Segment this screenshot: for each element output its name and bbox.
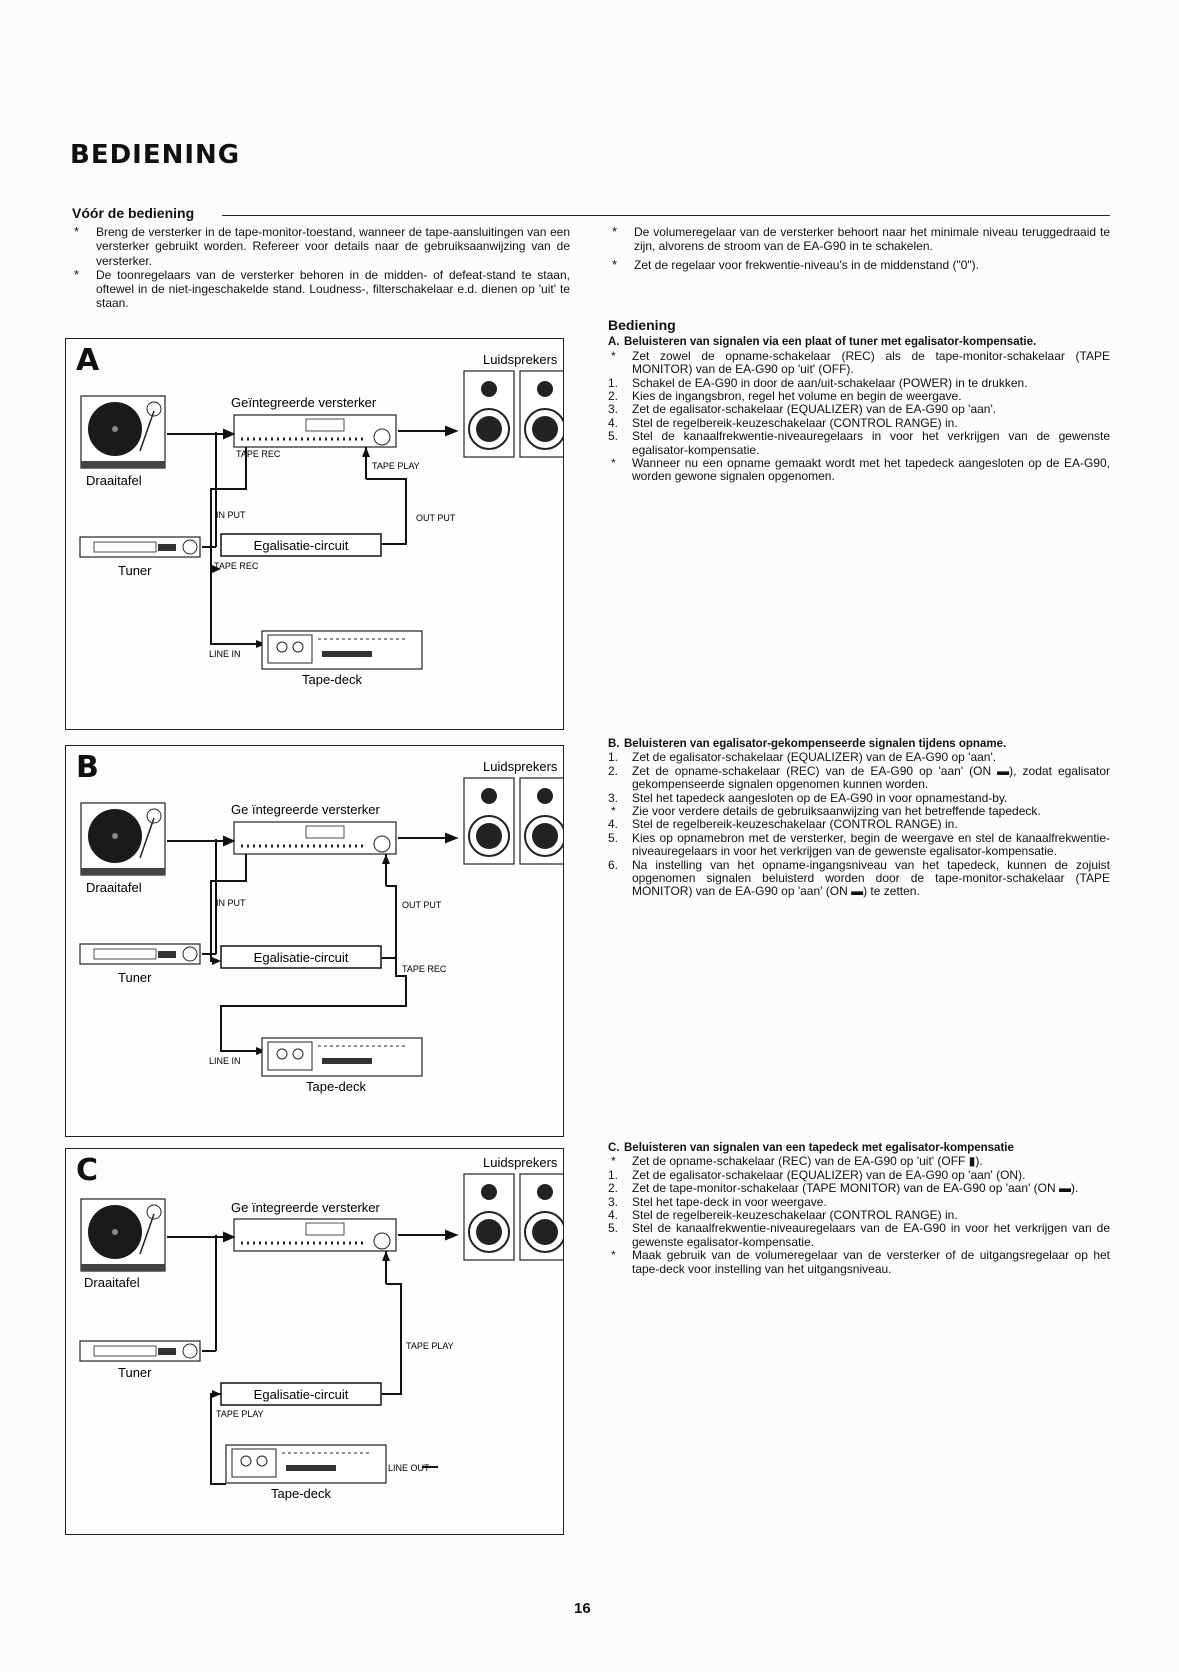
turntable-icon bbox=[81, 1199, 165, 1271]
step-number: 2. bbox=[608, 1181, 619, 1196]
step-text: Kies op opnamebron met de versterker, begin de weergave en stel de kanaalfrekwentie-niveauregelaars in voor het verkrijgen van de gewenste egalisator-kompensatie. bbox=[632, 830, 1110, 859]
step-number: 4. bbox=[608, 415, 619, 430]
diagram-c-svg bbox=[66, 1149, 563, 1534]
tuner-icon bbox=[80, 944, 200, 964]
step-number: * bbox=[611, 1154, 616, 1169]
speaker-right-icon bbox=[520, 1174, 563, 1260]
step-text: Zet de egalisator-schakelaar (EQUALIZER) van de EA-G90 op 'aan'. bbox=[632, 750, 997, 765]
tuner-icon bbox=[80, 537, 200, 557]
step-item bbox=[608, 805, 1110, 818]
label-line-in: LINE IN bbox=[209, 1056, 241, 1066]
list-item: * De toonregelaars van de versterker behoren in de midden- of defeat-stand te staan, oftewel in de niet-ingeschakelde stand. Loudness-, filterschakelaar e.d. dienen op 'uit' te staan. bbox=[72, 268, 570, 311]
step-item bbox=[608, 1182, 1110, 1195]
step-number: 6. bbox=[608, 857, 619, 872]
speakers-label: Luidsprekers bbox=[483, 352, 558, 367]
step-number: 3. bbox=[608, 402, 619, 417]
turntable-label: Draaitafel bbox=[84, 1275, 140, 1290]
section-a-steps bbox=[608, 350, 1110, 484]
step-text: Stel de kanaalfrekwentie-niveauregelaars in voor het verkrijgen van de gewenste egalisator-kompensatie. bbox=[632, 429, 1110, 457]
tape-deck-label: Tape-deck bbox=[271, 1486, 331, 1501]
diagram-c bbox=[65, 1148, 564, 1535]
diagram-letter: C bbox=[76, 1153, 99, 1188]
step-item bbox=[608, 765, 1110, 792]
diagram-a-svg bbox=[66, 339, 563, 729]
page-number: 16 bbox=[574, 1600, 591, 1617]
step-item bbox=[608, 1155, 1110, 1168]
tape-deck-icon bbox=[262, 1038, 422, 1076]
label-out-put: OUT PUT bbox=[416, 513, 456, 523]
label-tape-play-bottom: TAPE PLAY bbox=[216, 1409, 264, 1419]
step-text: Zet de egalisator-schakelaar (EQUALIZER) van de EA-G90 op 'aan' (ON). bbox=[632, 1167, 1026, 1182]
step-item bbox=[608, 832, 1110, 859]
list-item: * Breng de versterker in de tape-monitor-toestand, wanneer de tape-aansluitingen van een versterker gebruikt worden. Refereer voor details naar de gebruiksaanwijzing van de versterker. bbox=[72, 225, 570, 268]
list-item: * De volumeregelaar van de versterker behoort naar het minimale niveau teruggedraaid te zijn, alvorens de stroom van de EA-G90 in te schakelen. bbox=[610, 225, 1110, 254]
section-c-text bbox=[608, 1142, 1110, 1276]
step-item bbox=[608, 403, 1110, 416]
step-text: Maak gebruik van de volumeregelaar van de versterker of de uitgangsregelaar op het tape-deck voor instelling van het uitgangsniveau. bbox=[632, 1248, 1110, 1276]
step-text: Schakel de EA-G90 in door de aan/uit-schakelaar (POWER) in te drukken. bbox=[632, 375, 1028, 390]
step-number: 5. bbox=[608, 1221, 619, 1236]
step-item bbox=[608, 751, 1110, 764]
section-c-steps bbox=[608, 1155, 1110, 1276]
step-number: 2. bbox=[608, 763, 619, 778]
step-text: Zie voor verdere details de gebruiksaanwijzing van het betreffende tapedeck. bbox=[632, 804, 1041, 819]
heading-rule bbox=[222, 215, 1110, 216]
speaker-right-icon bbox=[520, 371, 563, 457]
label-tape-rec: TAPE REC bbox=[236, 449, 281, 459]
tuner-label: Tuner bbox=[118, 1365, 152, 1380]
step-item bbox=[608, 1222, 1110, 1249]
step-number: * bbox=[611, 348, 616, 363]
step-item bbox=[608, 390, 1110, 403]
connection-lines bbox=[167, 834, 456, 1055]
speaker-left-icon bbox=[464, 1174, 514, 1260]
step-text: Zet de tape-monitor-schakelaar (TAPE MONITOR) van de EA-G90 op 'aan' (ON ▬). bbox=[632, 1181, 1079, 1196]
amplifier-label: Ge ïntegreerde versterker bbox=[231, 1200, 380, 1215]
turntable-icon bbox=[81, 803, 165, 875]
step-text: Zet de opname-schakelaar (REC) van de EA-G90 op 'uit' (OFF ▮). bbox=[632, 1154, 983, 1169]
step-item bbox=[608, 859, 1110, 899]
label-in-put: IN PUT bbox=[216, 898, 246, 908]
label-tape-play: TAPE PLAY bbox=[372, 461, 420, 471]
step-item bbox=[608, 792, 1110, 805]
step-item bbox=[608, 430, 1110, 457]
step-number: 3. bbox=[608, 1194, 619, 1209]
step-number: 2. bbox=[608, 389, 619, 404]
step-item bbox=[608, 457, 1110, 484]
speaker-left-icon bbox=[464, 371, 514, 457]
tape-deck-icon bbox=[262, 631, 422, 669]
section-c-title: C. Beluisteren van signalen van een tapedeck met egalisator-kompensatie bbox=[608, 1142, 1014, 1154]
before-operation-left bbox=[72, 225, 570, 311]
step-item bbox=[608, 417, 1110, 430]
step-item bbox=[608, 818, 1110, 831]
step-text: Kies de ingangsbron, regel het volume en begin de weergave. bbox=[632, 389, 962, 404]
turntable-label: Draaitafel bbox=[86, 473, 142, 488]
equalizer-label: Egalisatie-circuit bbox=[253, 538, 349, 553]
label-line-in: LINE IN bbox=[209, 649, 241, 659]
step-number: * bbox=[611, 456, 616, 471]
turntable-label: Draaitafel bbox=[86, 880, 142, 895]
speaker-right-icon bbox=[520, 778, 563, 864]
step-number: 1. bbox=[608, 1167, 619, 1182]
equalizer-label: Egalisatie-circuit bbox=[253, 1387, 349, 1402]
step-text: Stel het tapedeck aangesloten op de EA-G90 in voor opnamestand-by. bbox=[632, 790, 1008, 805]
amplifier-icon bbox=[234, 415, 396, 447]
section-a-text bbox=[608, 315, 1110, 484]
equalizer-label: Egalisatie-circuit bbox=[253, 950, 349, 965]
speakers-label: Luidsprekers bbox=[483, 1155, 558, 1170]
tuner-icon bbox=[80, 1341, 200, 1361]
before-operation-right bbox=[610, 225, 1110, 272]
diagram-a bbox=[65, 338, 564, 730]
step-number: 5. bbox=[608, 429, 619, 444]
step-number: * bbox=[611, 804, 616, 819]
step-number: 5. bbox=[608, 830, 619, 845]
label-in-put: IN PUT bbox=[216, 510, 246, 520]
section-a-title: A. Beluisteren van signalen via een plaat of tuner met egalisator-kompensatie. bbox=[608, 336, 1037, 349]
diagram-b-svg bbox=[66, 746, 563, 1136]
step-number: 1. bbox=[608, 375, 619, 390]
speakers-label: Luidsprekers bbox=[483, 759, 558, 774]
step-item bbox=[608, 377, 1110, 390]
before-operation-heading: Vóór de bediening bbox=[72, 205, 195, 221]
operation-heading: Bediening bbox=[608, 317, 676, 333]
amplifier-label: Geïntegreerde versterker bbox=[231, 395, 377, 410]
step-text: Zet de egalisator-schakelaar (EQUALIZER) van de EA-G90 op 'aan'. bbox=[632, 402, 997, 417]
diagram-letter: A bbox=[76, 343, 100, 378]
step-text: Wanneer nu een opname gemaakt wordt met het tapedeck aangesloten op de EA-G90, worden gewone signalen opgenomen. bbox=[632, 456, 1110, 484]
section-b-text bbox=[608, 738, 1110, 899]
step-number: 4. bbox=[608, 1208, 619, 1223]
amplifier-label: Ge ïntegreerde versterker bbox=[231, 802, 380, 817]
label-tape-rec-bottom: TAPE REC bbox=[214, 561, 259, 571]
amplifier-icon bbox=[234, 822, 396, 854]
step-text: Zet de opname-schakelaar (REC) van de EA-G90 op 'aan' (ON ▬), zodat egalisator gekompenseerde signalen opgenomen kunnen worden. bbox=[632, 763, 1110, 792]
step-text: Zet zowel de opname-schakelaar (REC) als de tape-monitor-schakelaar (TAPE MONITOR) van de EA-G90 op 'uit' (OFF). bbox=[632, 348, 1110, 377]
label-tape-rec: TAPE REC bbox=[402, 964, 447, 974]
step-text: Stel de regelbereik-keuzeschakelaar (CONTROL RANGE) in. bbox=[632, 1208, 958, 1223]
section-b-title: B. Beluisteren van egalisator-gekompenseerde signalen tijdens opname. bbox=[608, 738, 1007, 750]
step-text: Na instelling van het opname-ingangsniveau van het tapedeck, kunnen de zojuist opgenomen signalen beluisterd worden door de tape-monitor-schakelaar (TAPE MONITOR) van de EA-G90 op 'aan' (ON ▬) te zetten. bbox=[632, 857, 1110, 899]
label-line-out: LINE OUT bbox=[388, 1463, 430, 1473]
page-title: BEDIENING bbox=[70, 140, 241, 170]
list-item: * Zet de regelaar voor frekwentie-niveau's in de middenstand ("0"). bbox=[610, 258, 1110, 272]
speaker-left-icon bbox=[464, 778, 514, 864]
step-number: 3. bbox=[608, 790, 619, 805]
step-text: Stel de regelbereik-keuzeschakelaar (CONTROL RANGE) in. bbox=[632, 817, 958, 832]
step-item bbox=[608, 1209, 1110, 1222]
step-number: * bbox=[611, 1248, 616, 1263]
step-item bbox=[608, 350, 1110, 377]
tape-deck-icon bbox=[226, 1445, 386, 1483]
step-number: 4. bbox=[608, 817, 619, 832]
step-text: Stel het tape-deck in voor weergave. bbox=[632, 1194, 827, 1209]
tape-deck-label: Tape-deck bbox=[302, 672, 362, 687]
step-item bbox=[608, 1196, 1110, 1209]
label-out-put: OUT PUT bbox=[402, 900, 442, 910]
label-tape-play: TAPE PLAY bbox=[406, 1341, 454, 1351]
step-item bbox=[608, 1249, 1110, 1276]
step-number: 1. bbox=[608, 750, 619, 765]
step-text: Stel de kanaalfrekwentie-niveauregelaars van de EA-G90 in voor het verkrijgen van de gewenste egalisator-kompensatie. bbox=[632, 1221, 1110, 1249]
tuner-label: Tuner bbox=[118, 563, 152, 578]
step-text: Stel de regelbereik-keuzeschakelaar (CONTROL RANGE) in. bbox=[632, 415, 958, 430]
turntable-icon bbox=[81, 396, 165, 468]
section-b-steps bbox=[608, 751, 1110, 898]
step-item bbox=[608, 1169, 1110, 1182]
tape-deck-label: Tape-deck bbox=[306, 1079, 366, 1094]
diagram-letter: B bbox=[76, 750, 99, 785]
tuner-label: Tuner bbox=[118, 970, 152, 985]
amplifier-icon bbox=[234, 1219, 396, 1251]
diagram-b bbox=[65, 745, 564, 1137]
